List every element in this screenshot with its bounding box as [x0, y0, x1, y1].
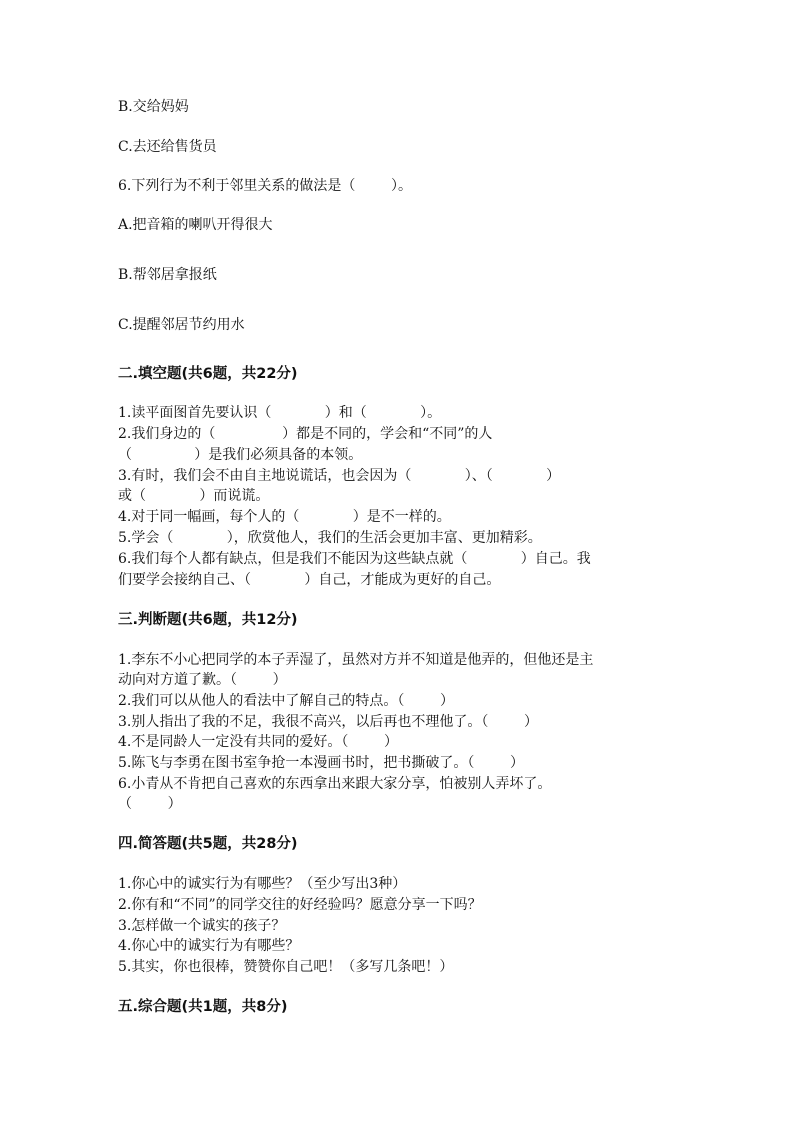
- question-6-option-a: A.把音箱的喇叭开得很大: [118, 217, 273, 233]
- true-false-line: （ ）: [118, 796, 182, 812]
- fill-blank-line: 1.读平面图首先要认识（ ）和（ ）。: [118, 405, 442, 421]
- short-answer-line: 4.你心中的诚实行为有哪些？: [118, 938, 300, 954]
- true-false-line: 5.陈飞与李勇在图书室争抢一本漫画书时，把书撕破了。（ ）: [118, 755, 524, 771]
- fill-blank-line: 们要学会接纳自己、（ ）自己，才能成为更好的自己。: [118, 572, 501, 588]
- true-false-line: 3.别人指出了我的不足，我很不高兴，以后再也不理他了。（ ）: [118, 714, 538, 730]
- fill-blank-line: 或（ ）而说谎。: [118, 488, 270, 504]
- short-answer-line: 1.你心中的诚实行为有哪些？（至少写出3种）: [118, 876, 407, 892]
- short-answer-line: 3.怎样做一个诚实的孩子？: [118, 918, 286, 934]
- section-3-title: 三.判断题(共6题，共12分): [118, 612, 298, 628]
- true-false-line: 动向对方道了歉。（ ）: [118, 672, 287, 688]
- option-b-prev: B.交给妈妈: [118, 99, 189, 115]
- section-2-title: 二.填空题(共6题，共22分): [118, 366, 298, 382]
- true-false-line: 6.小青从不肯把自己喜欢的东西拿出来跟大家分享，怕被别人弄坏了。: [118, 776, 552, 792]
- question-6-stem: 6.下列行为不利于邻里关系的做法是（ ）。: [118, 178, 412, 194]
- question-6-option-c: C.提醒邻居节约用水: [118, 317, 245, 333]
- short-answer-line: 5.其实，你也很棒，赞赞你自己吧！（多写几条吧！）: [118, 959, 454, 975]
- short-answer-line: 2.你有和“不同”的同学交往的好经验吗？愿意分享一下吗？: [118, 897, 482, 913]
- fill-blank-line: 2.我们身边的（ ）都是不同的，学会和“不同”的人: [118, 426, 493, 442]
- fill-blank-line: 6.我们每个人都有缺点，但是我们不能因为这些缺点就（ ）自己。我: [118, 551, 591, 567]
- option-c-prev: C.去还给售货员: [118, 139, 217, 155]
- true-false-line: 1.李东不小心把同学的本子弄湿了，虽然对方并不知道是他弄的，但他还是主: [118, 652, 594, 668]
- fill-blank-line: 4.对于同一幅画，每个人的（ ）是不一样的。: [118, 509, 451, 525]
- fill-blank-line: 5.学会（ ），欣赏他人，我们的生活会更加丰富、更加精彩。: [118, 530, 542, 546]
- section-4-title: 四.简答题(共5题，共28分): [118, 836, 298, 852]
- section-5-title: 五.综合题(共1题，共8分): [118, 999, 288, 1015]
- fill-blank-line: （ ）是我们必须具备的本领。: [118, 447, 363, 463]
- true-false-line: 4.不是同龄人一定没有共同的爱好。（ ）: [118, 734, 398, 750]
- question-6-option-b: B.帮邻居拿报纸: [118, 267, 217, 283]
- fill-blank-line: 3.有时，我们会不由自主地说谎话，也会因为（ ）、（ ）: [118, 468, 561, 484]
- true-false-line: 2.我们可以从他人的看法中了解自己的特点。（ ）: [118, 693, 454, 709]
